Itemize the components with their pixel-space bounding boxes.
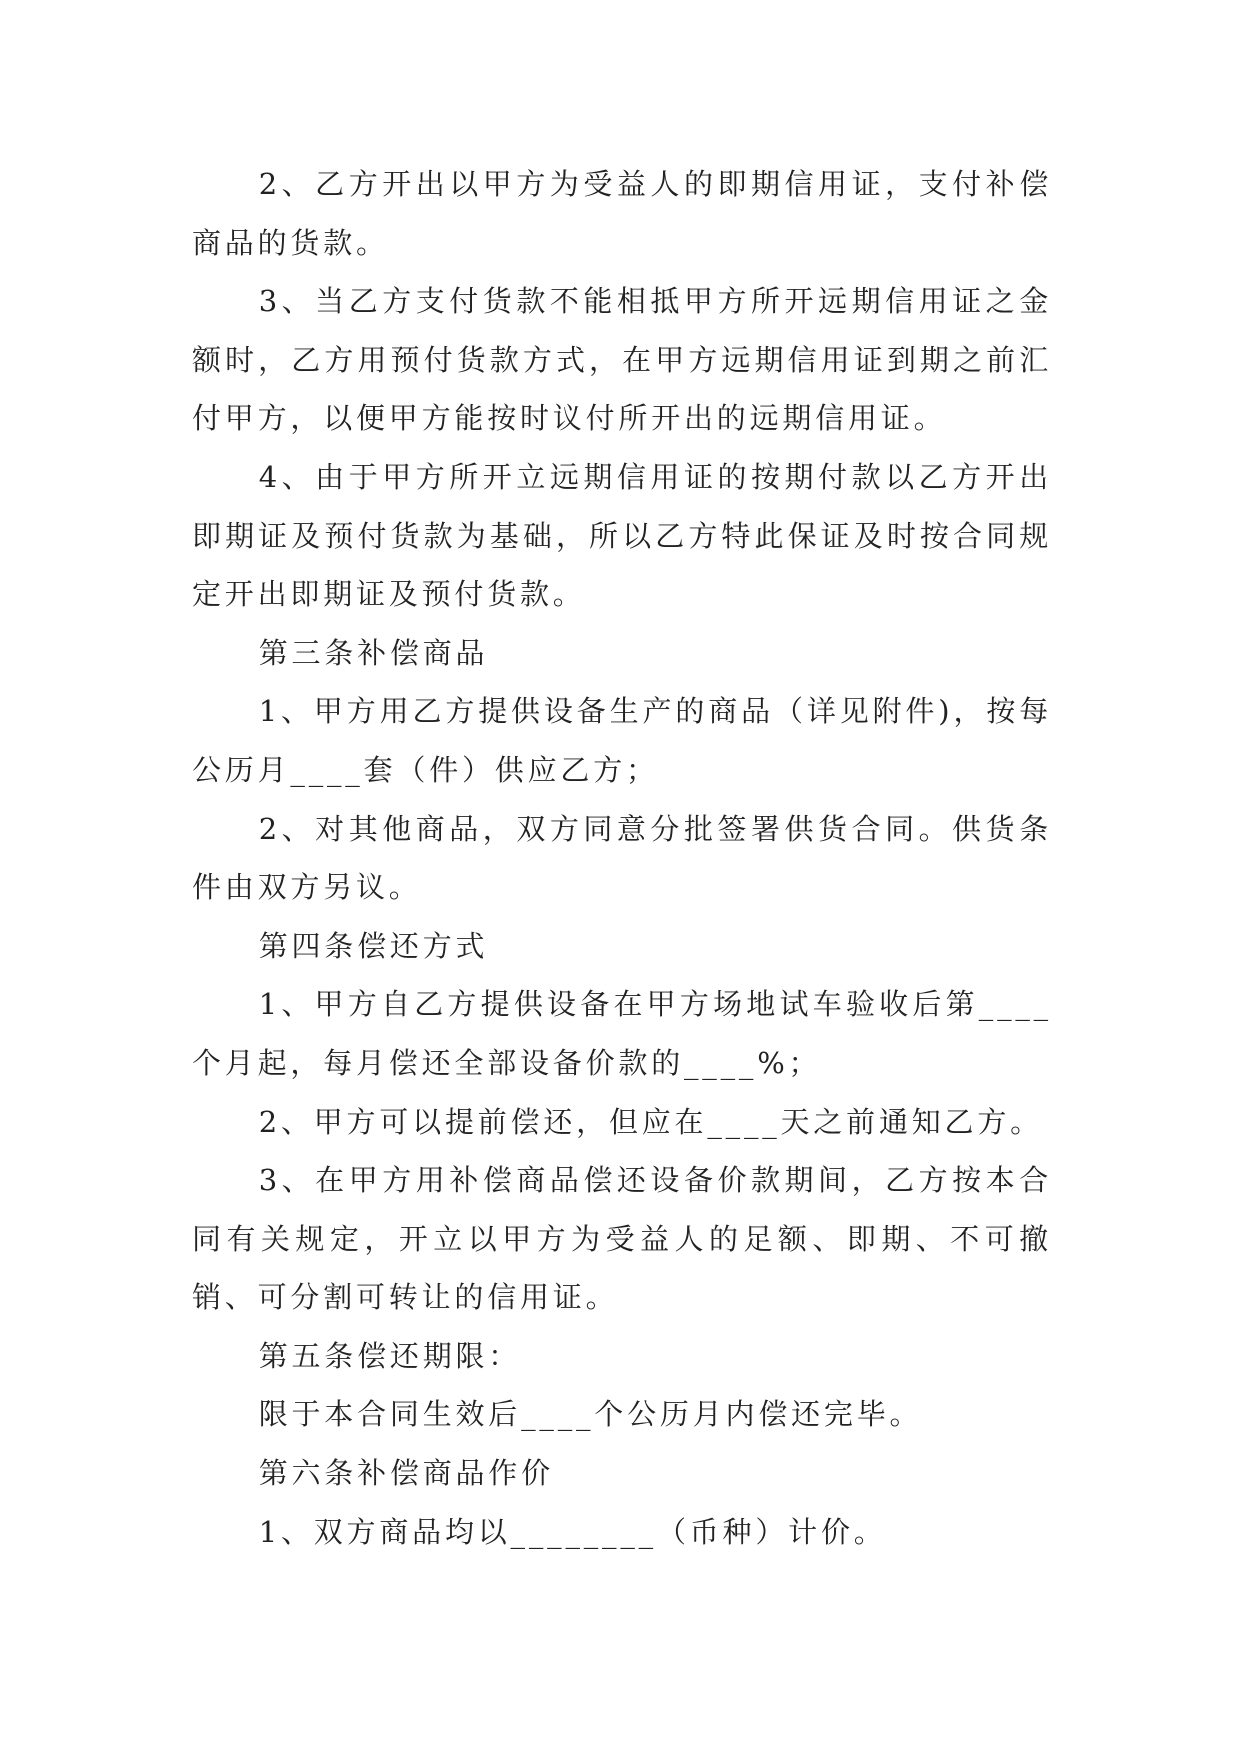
clause-3-prepayment: 3、当乙方支付货款不能相抵甲方所开远期信用证之金额时，乙方用预付货款方式，在甲方远期信用证到期之前汇付甲方，以便甲方能按时议付所开出的远期信用证。	[192, 284, 1052, 436]
article-4-item-3: 3、在甲方用补偿商品偿还设备价款期间，乙方按本合同有关规定，开立以甲方为受益人的足额、即期、不可撤销、可分割可转让的信用证。	[192, 1163, 1052, 1315]
article-3-heading: 第三条补偿商品	[258, 635, 489, 670]
article-4-item-1: 1、甲方自乙方提供设备在甲方场地试车验收后第____个月起，每月偿还全部设备价款的____%；	[192, 987, 1052, 1080]
article-3-item-1: 1、甲方用乙方提供设备生产的商品（详见附件)，按每公历月____套（件）供应乙方；	[192, 694, 1052, 787]
clause-2-letter-of-credit: 2、乙方开出以甲方为受益人的即期信用证，支付补偿商品的货款。	[192, 167, 1052, 260]
clause-4-guarantee: 4、由于甲方所开立远期信用证的按期付款以乙方开出即期证及预付货款为基础，所以乙方特此保证及时按合同规定开出即期证及预付货款。	[192, 459, 1052, 612]
article-3-item-2: 2、对其他商品，双方同意分批签署供货合同。供货条件由双方另议。	[192, 811, 1052, 905]
article-4-heading: 第四条偿还方式	[258, 928, 489, 963]
article-5-heading: 第五条偿还期限：	[258, 1338, 522, 1373]
article-6-item-1: 1、双方商品均以________（币种）计价。	[258, 1514, 887, 1549]
document-body	[192, 155, 1052, 1561]
article-4-item-2: 2、甲方可以提前偿还，但应在____天之前通知乙方。	[258, 1104, 1043, 1139]
article-6-heading: 第六条补偿商品作价	[258, 1456, 554, 1491]
article-5-text: 限于本合同生效后____个公历月内偿还完毕。	[258, 1397, 923, 1432]
